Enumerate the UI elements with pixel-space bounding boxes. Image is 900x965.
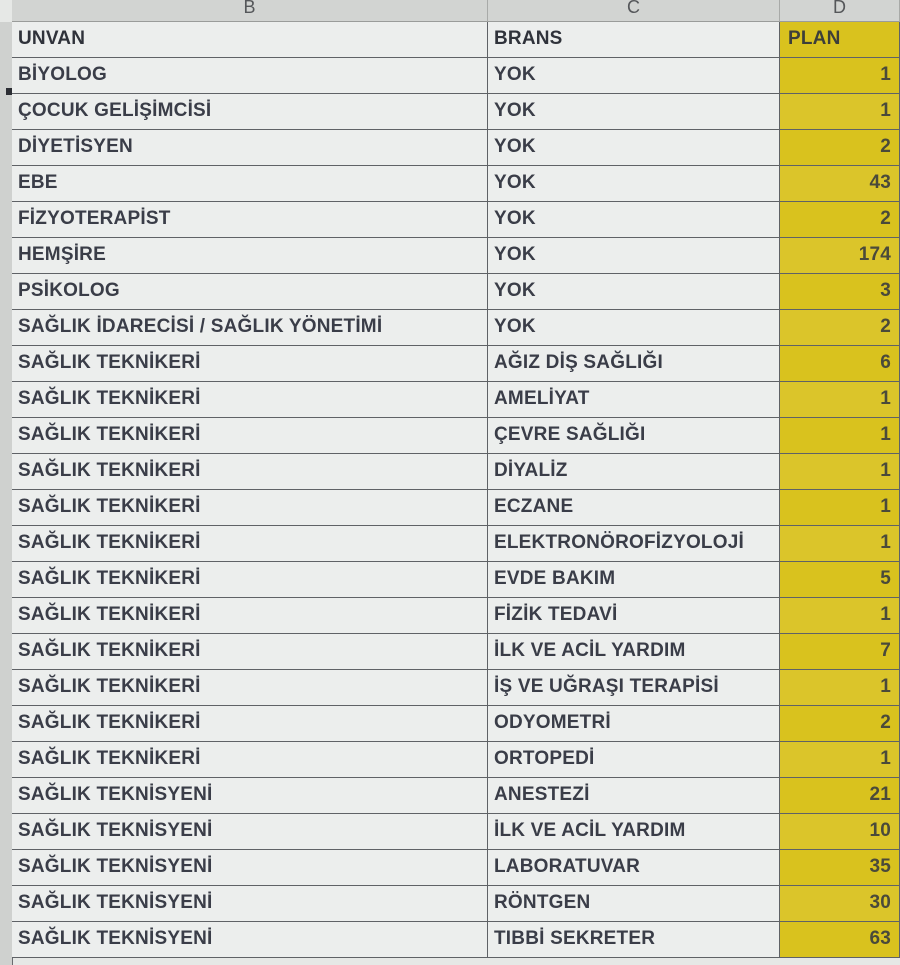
cell-unvan[interactable]: SAĞLIK TEKNİSYENİ (12, 922, 488, 958)
cell-plan[interactable]: 1 (780, 526, 900, 562)
table-row (0, 670, 900, 706)
cell-unvan[interactable]: FİZYOTERAPİST (12, 202, 488, 238)
cell-plan[interactable]: 174 (780, 238, 900, 274)
table-row (0, 598, 900, 634)
cell-brans[interactable]: YOK (488, 166, 780, 202)
cell-plan[interactable]: 1 (780, 742, 900, 778)
cell-brans[interactable]: YOK (488, 94, 780, 130)
table-row (0, 706, 900, 742)
table-row (0, 202, 900, 238)
cell-plan[interactable]: 1 (780, 490, 900, 526)
cell-brans[interactable]: TIBBİ SEKRETER (488, 922, 780, 958)
cell-plan[interactable]: 1 (780, 418, 900, 454)
cell-unvan[interactable]: HEMŞİRE (12, 238, 488, 274)
cell-unvan[interactable]: SAĞLIK TEKNİSYENİ (12, 886, 488, 922)
table-row (0, 346, 900, 382)
cell-unvan[interactable]: SAĞLIK TEKNİKERİ (12, 454, 488, 490)
cell-unvan[interactable]: DİYETİSYEN (12, 130, 488, 166)
cell-plan[interactable]: 5 (780, 562, 900, 598)
cell-unvan[interactable]: SAĞLIK TEKNİKERİ (12, 526, 488, 562)
cell-plan[interactable]: 1 (780, 670, 900, 706)
table-row (0, 742, 900, 778)
cell-unvan[interactable]: BİYOLOG (12, 58, 488, 94)
cell-brans[interactable]: ANESTEZİ (488, 778, 780, 814)
cell-plan[interactable]: 43 (780, 166, 900, 202)
table-row (0, 778, 900, 814)
table-row (0, 490, 900, 526)
cell-plan[interactable]: 35 (780, 850, 900, 886)
column-header-b[interactable]: B (12, 0, 488, 22)
cell-plan[interactable]: 2 (780, 310, 900, 346)
table-row (0, 850, 900, 886)
cell-plan[interactable]: 1 (780, 94, 900, 130)
cell-plan[interactable]: 63 (780, 922, 900, 958)
cell-brans[interactable]: RÖNTGEN (488, 886, 780, 922)
cell-plan[interactable]: 21 (780, 778, 900, 814)
cell-unvan[interactable]: SAĞLIK TEKNİSYENİ (12, 850, 488, 886)
cell-unvan[interactable]: SAĞLIK TEKNİKERİ (12, 346, 488, 382)
cell-plan[interactable]: 2 (780, 130, 900, 166)
cell-brans[interactable]: YOK (488, 130, 780, 166)
cell-plan[interactable]: 1 (780, 598, 900, 634)
cell-unvan[interactable]: SAĞLIK TEKNİKERİ (12, 634, 488, 670)
cell-brans[interactable]: YOK (488, 310, 780, 346)
table-row (0, 418, 900, 454)
cell-plan[interactable]: 1 (780, 58, 900, 94)
cell-brans[interactable]: FİZİK TEDAVİ (488, 598, 780, 634)
table-row (0, 166, 900, 202)
cell-brans[interactable]: ELEKTRONÖROFİZYOLOJİ (488, 526, 780, 562)
cell-unvan[interactable]: SAĞLIK TEKNİKERİ (12, 598, 488, 634)
table-row (0, 238, 900, 274)
cell-plan[interactable]: 1 (780, 382, 900, 418)
table-row (0, 526, 900, 562)
column-header-c[interactable]: C (488, 0, 780, 22)
table-row (0, 562, 900, 598)
table-row (0, 814, 900, 850)
cell-brans[interactable]: ODYOMETRİ (488, 706, 780, 742)
cell-brans[interactable]: ORTOPEDİ (488, 742, 780, 778)
cell-brans[interactable]: AĞIZ DİŞ SAĞLIĞI (488, 346, 780, 382)
cell-unvan[interactable]: ÇOCUK GELİŞİMCİSİ (12, 94, 488, 130)
cell-brans[interactable]: AMELİYAT (488, 382, 780, 418)
cell-plan[interactable]: 10 (780, 814, 900, 850)
cell-unvan[interactable]: EBE (12, 166, 488, 202)
cell-unvan[interactable]: SAĞLIK TEKNİKERİ (12, 490, 488, 526)
table-row (0, 634, 900, 670)
cell-unvan[interactable]: SAĞLIK TEKNİKERİ (12, 562, 488, 598)
header-unvan[interactable]: UNVAN (12, 22, 488, 58)
table-row (0, 310, 900, 346)
cell-unvan[interactable]: SAĞLIK İDARECİSİ / SAĞLIK YÖNETİMİ (12, 310, 488, 346)
table-row (0, 886, 900, 922)
cell-brans[interactable]: YOK (488, 238, 780, 274)
cell-brans[interactable]: LABORATUVAR (488, 850, 780, 886)
cell-unvan[interactable]: SAĞLIK TEKNİKERİ (12, 670, 488, 706)
cell-brans[interactable]: DİYALİZ (488, 454, 780, 490)
cell-brans[interactable]: İLK VE ACİL YARDIM (488, 814, 780, 850)
cell-plan[interactable]: 30 (780, 886, 900, 922)
cell-unvan[interactable]: SAĞLIK TEKNİSYENİ (12, 814, 488, 850)
cell-brans[interactable]: ECZANE (488, 490, 780, 526)
cell-brans[interactable]: ÇEVRE SAĞLIĞI (488, 418, 780, 454)
table-row (0, 382, 900, 418)
header-plan[interactable]: PLAN (780, 22, 900, 58)
cell-plan[interactable]: 6 (780, 346, 900, 382)
cell-brans[interactable]: EVDE BAKIM (488, 562, 780, 598)
table-row (0, 274, 900, 310)
cell-plan[interactable]: 7 (780, 634, 900, 670)
table-row (0, 454, 900, 490)
cell-brans[interactable]: YOK (488, 58, 780, 94)
cell-plan[interactable]: 2 (780, 706, 900, 742)
table-row (0, 130, 900, 166)
table-row (0, 58, 900, 94)
cell-brans[interactable]: YOK (488, 274, 780, 310)
cell-unvan[interactable]: SAĞLIK TEKNİSYENİ (12, 778, 488, 814)
cell-unvan[interactable]: PSİKOLOG (12, 274, 488, 310)
cell-unvan[interactable]: SAĞLIK TEKNİKERİ (12, 418, 488, 454)
cell-brans[interactable]: İLK VE ACİL YARDIM (488, 634, 780, 670)
cell-plan[interactable]: 2 (780, 202, 900, 238)
cell-unvan[interactable]: SAĞLIK TEKNİKERİ (12, 742, 488, 778)
cell-plan[interactable]: 1 (780, 454, 900, 490)
cell-brans[interactable]: YOK (488, 202, 780, 238)
table-row (0, 94, 900, 130)
cell-brans[interactable]: İŞ VE UĞRAŞI TERAPİSİ (488, 670, 780, 706)
cell-unvan[interactable]: SAĞLIK TEKNİKERİ (12, 382, 488, 418)
cell-plan[interactable]: 3 (780, 274, 900, 310)
column-header-d[interactable]: D (780, 0, 900, 22)
header-brans[interactable]: BRANS (488, 22, 780, 58)
table-row (0, 922, 900, 958)
cell-unvan[interactable]: SAĞLIK TEKNİKERİ (12, 706, 488, 742)
header-row (0, 22, 900, 58)
